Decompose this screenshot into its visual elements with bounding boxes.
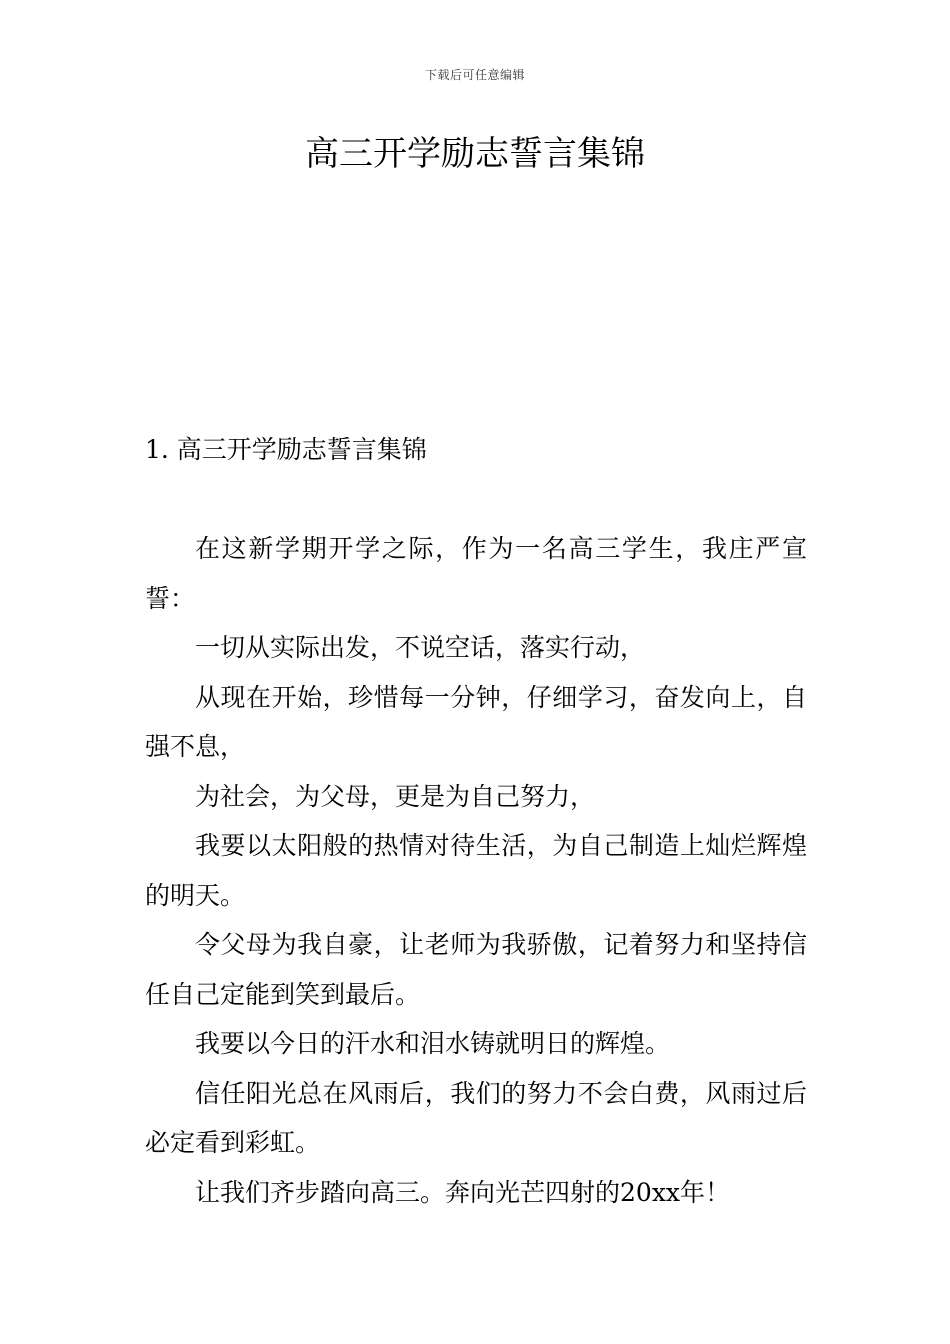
paragraph: 我要以今日的汗水和泪水铸就明日的辉煌。 bbox=[195, 1029, 671, 1058]
paragraph: 我要以太阳般的热情对待生活，为自己制造上灿烂辉煌的明天。 bbox=[145, 831, 807, 910]
section-heading: 1. 高三开学励志誓言集锦 bbox=[145, 435, 427, 464]
paragraph: 信任阳光总在风雨后，我们的努力不会白费，风雨过后必定看到彩虹。 bbox=[145, 1078, 807, 1157]
paragraph: 在这新学期开学之际，作为一名高三学生，我庄严宣誓： bbox=[145, 534, 807, 613]
body-text bbox=[145, 524, 807, 1217]
document-title: 高三开学励志誓言集锦 bbox=[305, 134, 645, 174]
paragraph: 为社会，为父母，更是为自己努力， bbox=[195, 781, 596, 811]
paragraph: 从现在开始，珍惜每一分钟，仔细学习，奋发向上，自强不息， bbox=[145, 682, 807, 761]
header-note: 下载后可任意编辑 bbox=[424, 68, 525, 82]
paragraph: 让我们齐步踏向高三。奔向光芒四射的20xx年！ bbox=[195, 1177, 731, 1207]
paragraph: 一切从实际出发，不说空话，落实行动， bbox=[195, 633, 646, 662]
paragraph: 令父母为我自豪，让老师为我骄傲，记着努力和坚持信任自己定能到笑到最后。 bbox=[145, 930, 807, 1009]
